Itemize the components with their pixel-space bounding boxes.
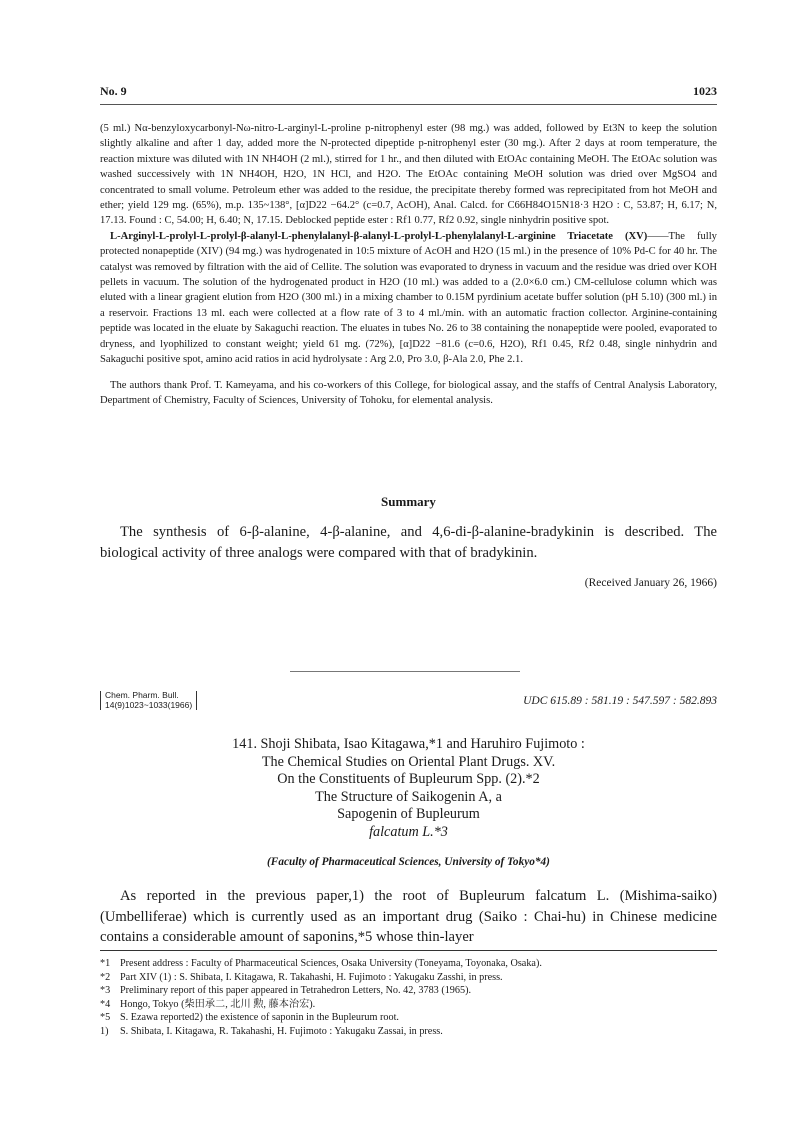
- footnote-mark: *3: [100, 985, 111, 997]
- journal-volume: 14(9)1023~1033(1966): [105, 699, 193, 710]
- journal-citation: [100, 691, 197, 710]
- article-title-line: The Structure of Saikogenin A, a: [315, 788, 502, 805]
- footnote-item: [100, 998, 717, 1012]
- introduction: [100, 886, 717, 948]
- journal-name: Chem. Pharm. Bull.: [105, 690, 179, 700]
- section-divider: [290, 671, 520, 672]
- article-title-line: The Chemical Studies on Oriental Plant Drugs. XV.: [261, 753, 556, 770]
- footnote-text: Present address : Faculty of Pharmaceutical Sciences, Osaka University (Toneyama, Toyonaka, Osaka).: [120, 958, 542, 969]
- article-meta: [100, 691, 717, 710]
- footnote-mark: *5: [100, 1012, 111, 1024]
- issue-number: No. 9: [100, 84, 127, 98]
- summary-section: [100, 494, 717, 589]
- footnote-item: [100, 984, 717, 998]
- intro-paragraph: As reported in the previous paper,1) the root of Bupleurum falcatum L. (Mishima-saiko) (Umbelliferae) which is currently used as an important drug (Saiko : Chai-hu) in Chinese medicine contains a considerable amount of saponins,*5 whose thin-layer: [100, 888, 717, 945]
- footnote-mark: 1): [100, 1025, 109, 1037]
- footnote-text: Part XIV (1) : S. Shibata, I. Kitagawa, R. Takahashi, H. Fujimoto : Yakugaku Zasshi, in press.: [120, 971, 503, 983]
- footnote-text: Hongo, Tokyo (柴田承二, 北川 勲, 藤本治宏).: [120, 998, 316, 1010]
- experimental-section: [100, 121, 717, 408]
- udc-code: UDC 615.89 : 581.19 : 547.597 : 582.893: [523, 694, 717, 707]
- footnote-text: S. Ezawa reported2) the existence of saponin in the Bupleurum root.: [120, 1012, 399, 1024]
- footnote-item: [100, 1025, 717, 1039]
- affiliation: (Faculty of Pharmaceutical Sciences, University of Tokyo*4): [267, 855, 550, 868]
- footnote-mark: *4: [100, 998, 111, 1010]
- received-date: (Received January 26, 1966): [584, 577, 717, 589]
- article-title-line: On the Constituents of Bupleurum Spp. (2).*2: [277, 771, 540, 788]
- footnote-mark: *1: [100, 958, 111, 969]
- footnote-text: Preliminary report of this paper appeared in Tetrahedron Letters, No. 42, 3783 (1965).: [120, 985, 472, 997]
- footnotes: [100, 957, 717, 1039]
- article-title-block: [100, 736, 717, 868]
- running-header: [100, 84, 717, 99]
- summary-heading: Summary: [381, 494, 436, 509]
- compound-heading: L-Arginyl-L-prolyl-L-prolyl-β-alanyl-L-phenylalanyl-β-alanyl-L-prolyl-L-phenylalanyl-L-arginine Triacetate (XV): [110, 230, 648, 242]
- experimental-paragraph-2: [100, 229, 717, 368]
- footnote-item: [100, 1011, 717, 1025]
- footnote-text: S. Shibata, I. Kitagawa, R. Takahashi, H. Fujimoto : Yakugaku Zassai, in press.: [120, 1025, 443, 1037]
- compound-procedure: ——The fully protected nonapeptide (XIV) (94 mg.) was hydrogenated in 10:5 mixture of AcOH and H2O (15 ml.) in the presence of 10% Pd-C for 40 hr. The catalyst was removed by filtration with the aid of Cellite. The solution was evaporated to dryness in vacuum and the residue was dried over KOH pellets in vacuum. The solution of the hydrogenated product in H2O (10 ml.) was added to a (2.0×6.0 cm.) CM-cellulose column which was eluted with a linear gragient elution from H2O (300 ml.) in a mixing chamber to 0.15M pyrdinium acetate buffer solution (pH 5.10) (300 ml.) in a reservoir. Fractions 13 ml. each were collected at a flow rate of 3 to 4 ml./min. with an automatic fraction collector. Arginine-containing peptide was located in the eluate by Sakaguchi reaction. The eluates in tubes No. 26 to 38 containing the nonapeptide were pooled, evaporated to dryness, and lyophilized to constant weight; yield 61 mg. (72%), [α]D22 −81.6 (c=0.6, H2O), Rf1 0.45, Rf2 0.48, single ninhydrin and Sakaguchi positive spot, amino acid ratios in acid hydrolysate : Arg 2.0, Pro 3.0, β-Ala 2.0, Phe 2.1.: [100, 230, 717, 366]
- acknowledgement: The authors thank Prof. T. Kameyama, and his co-workers of this College, for biological assay, and the staffs of Central Analysis Laboratory, Department of Chemistry, Faculty of Sciences, University of Tohoku, for elemental analysis.: [100, 379, 717, 406]
- article-title-line: Sapogenin of Bupleurum: [337, 806, 480, 823]
- footnote-rule: [100, 950, 717, 951]
- footnote-item: [100, 971, 717, 985]
- footnote-item: [100, 957, 717, 971]
- experimental-paragraph-1: (5 ml.) Nα-benzyloxycarbonyl-Nω-nitro-L-arginyl-L-proline p-nitrophenyl ester (98 mg.) was added, followed by Et3N to keep the solution slightly alkaline and after 1 day, added more the N-protected dipeptide p-nitrophenyl ester (30 mg.). After 2 days at room temperature, the reaction mixture was diluted with 1N NH4OH (2 ml.), stirred for 1 hr., and then diluted with EtOAc containing MeOH. The EtOAc solution was washed successively with 1N NH4OH, H2O, 1N HCl, and H2O. The EtOAc containing MeOH solution was dried over MgSO4 and concentrated to small volume. Petroleum ether was added to the residue, the precipitate thereby formed was reprecipitated from hot MeOH and ether; yield 129 mg. (65%), m.p. 135~138°, [α]D22 −64.2° (c=0.7, AcOH), Anal. Calcd. for C66H84O15N18·3 H2O : C, 53.87; H, 6.17; N, 17.13. Found : C, 54.00; H, 6.40; N, 17.15. Deblocked peptide ester : Rf1 0.77, Rf2 0.92, single ninhydrin positive spot.: [100, 123, 717, 227]
- article-authors: 141. Shoji Shibata, Isao Kitagawa,*1 and Haruhiro Fujimoto :: [232, 736, 585, 752]
- page-number: 1023: [693, 84, 717, 98]
- header-rule: [100, 104, 717, 105]
- summary-text: The synthesis of 6-β-alanine, 4-β-alanine, and 4,6-di-β-alanine-bradykinin is described. The biological activity of three analogs were compared with that of bradykinin.: [100, 524, 717, 561]
- footnote-mark: *2: [100, 971, 111, 983]
- article-title-line: falcatum L.*3: [369, 823, 448, 840]
